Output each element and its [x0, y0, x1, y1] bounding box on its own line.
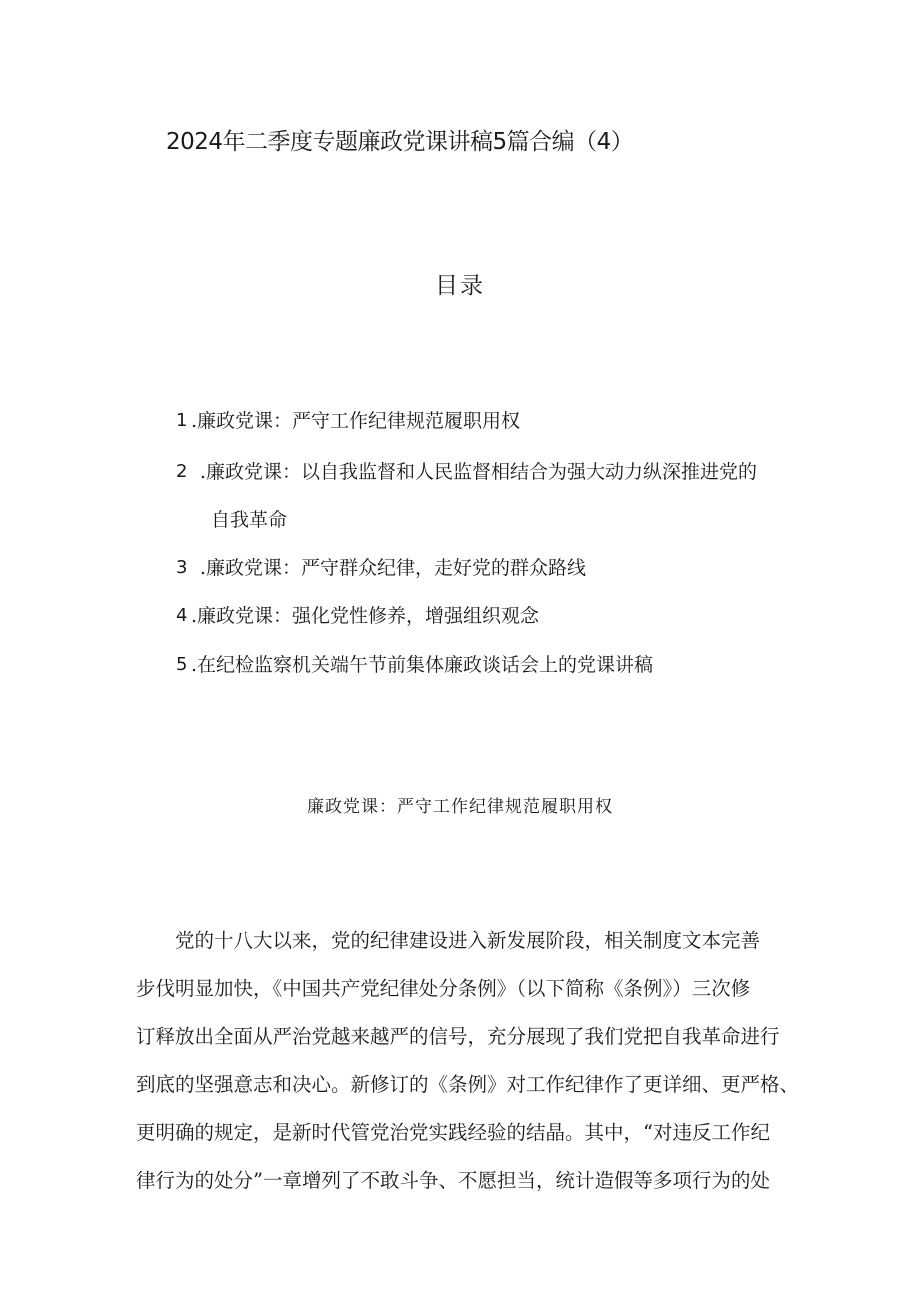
toc-item-text: .廉政党课：严守群众纪律，走好党的群众路线 [200, 557, 587, 579]
toc-item-text: .廉政党课：严守工作纪律规范履职用权 [191, 410, 521, 432]
toc-heading: 目录 [435, 273, 485, 299]
section-title: 廉政党课：严守工作纪律规范履职用权 [307, 797, 613, 817]
toc-item-1[interactable] [0, 409, 920, 433]
paragraph-line: 订释放出全面从严治党越来越严的信号，充分展现了我们党把自我革命进行 [136, 1025, 780, 1048]
toc-item-4[interactable] [0, 604, 920, 628]
paragraph-line: 党的十八大以来，党的纪律建设进入新发展阶段，相关制度文本完善 [175, 929, 761, 952]
toc-item-number: 5 [176, 654, 188, 675]
toc-item-text: .廉政党课：以自我监督和人民监督相结合为强大动力纵深推进党的 [200, 461, 758, 483]
toc-item-number: 3 [176, 557, 188, 578]
toc-item-text: .廉政党课：强化党性修养，增强组织观念 [191, 605, 540, 627]
toc-item-2[interactable] [0, 460, 920, 534]
paragraph-line: 更明确的规定，是新时代管党治党实践经验的结晶。其中，“对违反工作纪 [136, 1121, 770, 1144]
toc-item-number: 2 [176, 461, 188, 482]
toc-item-3[interactable] [0, 556, 920, 580]
toc-item-number: 1 [176, 410, 188, 431]
document-title: 2024年二季度专题廉政党课讲稿5篇合编（4） [166, 129, 634, 155]
paragraph-line: 步伐明显加快，《中国共产党纪律处分条例》（以下简称《条例》）三次修 [136, 977, 751, 1000]
toc-item-5[interactable] [0, 653, 920, 677]
toc-item-number: 4 [176, 605, 188, 626]
toc-item-text-continuation: 自我革命 [211, 509, 288, 531]
paragraph-line: 到底的坚强意志和决心。新修订的《条例》对工作纪律作了更详细、更严格、 [136, 1073, 800, 1096]
toc-item-text: .在纪检监察机关端午节前集体廉政谈话会上的党课讲稿 [191, 654, 654, 676]
paragraph-line: 律行为的处分”一章增列了不敢斗争、不愿担当，统计造假等多项行为的处 [136, 1169, 770, 1192]
